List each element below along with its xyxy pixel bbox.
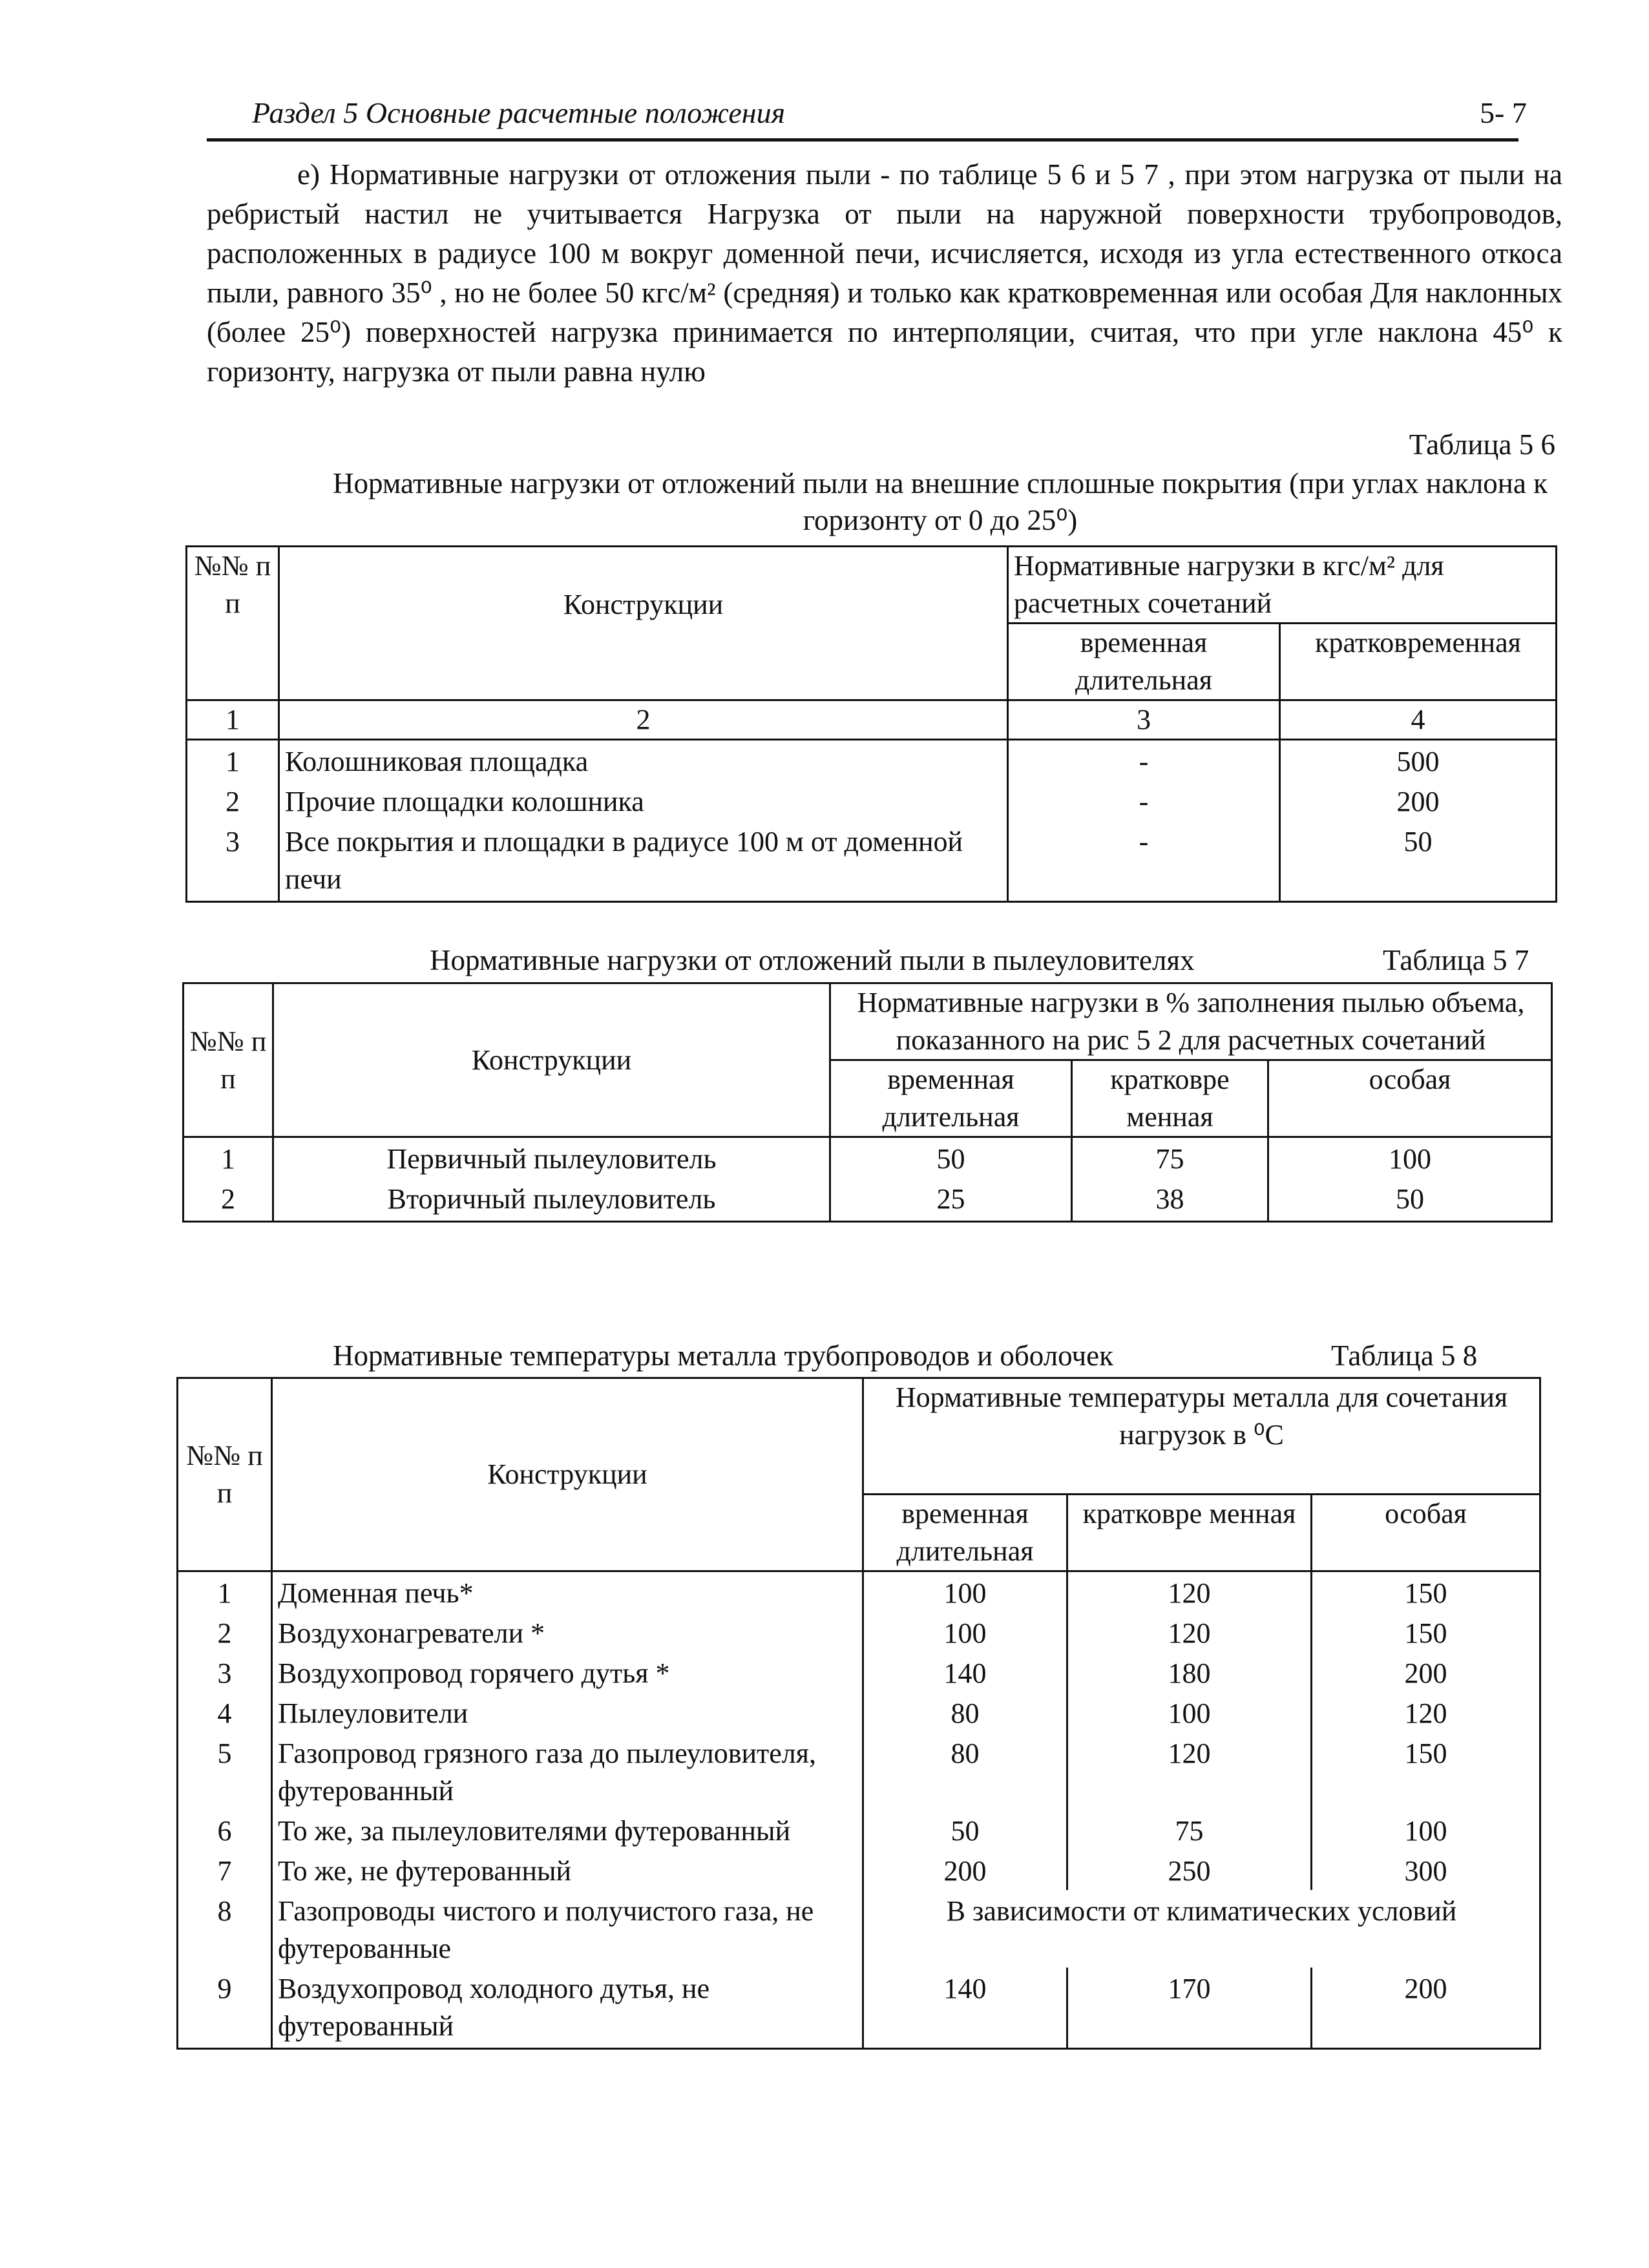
page-number: 5- 7 bbox=[1480, 96, 1527, 129]
row-name: То же, не футерованный bbox=[272, 1850, 863, 1890]
row-number: 8 bbox=[178, 1890, 272, 1968]
table-row bbox=[178, 1612, 1540, 1652]
header-num: №№ п п bbox=[184, 983, 273, 1137]
table-row bbox=[178, 1968, 1540, 2049]
header-constructions: Конструкции bbox=[279, 547, 1008, 700]
table-row bbox=[178, 1732, 1540, 1810]
table-row bbox=[184, 1137, 1552, 1179]
table-row bbox=[178, 1571, 1540, 1613]
table-row bbox=[178, 1890, 1540, 1968]
paragraph-text: е) Нормативные нагрузки от отложения пыли - по таблице 5 6 и 5 7 , при этом нагрузка от пыли на ребристый настил не учитывается Нагрузка от пыли на наружной поверхности трубопроводов, расположенных в радиусе 100 м вокруг доменной печи, исчисляется, исходя из угла естественного откоса пыли, равного 35⁰ , но не более 50 кгс/м² (средняя) и только как кратковременная или особая Для наклонных (более 25⁰) поверхностей нагрузка принимается по интерполяции, считая, что при угле наклона 45⁰ к горизонту, нагрузка от пыли равна нулю bbox=[207, 158, 1562, 388]
row-short: 120 bbox=[1067, 1732, 1312, 1810]
row-name: Воздухонагреватели * bbox=[272, 1612, 863, 1652]
table-57 bbox=[182, 982, 1553, 1223]
row-number: 5 bbox=[178, 1732, 272, 1810]
row-special: 150 bbox=[1312, 1732, 1540, 1810]
table-row bbox=[178, 1692, 1540, 1732]
table-row bbox=[178, 1850, 1540, 1890]
row-name: Газопроводы чистого и получистого газа, не футерованные bbox=[272, 1890, 863, 1968]
row-short: 50 bbox=[1280, 821, 1557, 902]
row-short: 38 bbox=[1072, 1178, 1268, 1222]
row-special: 120 bbox=[1312, 1692, 1540, 1732]
row-name: Все покрытия и площадки в радиусе 100 м от доменной печи bbox=[279, 821, 1008, 902]
row-merged-note: В зависимости от климатических условий bbox=[863, 1890, 1540, 1968]
row-short: 200 bbox=[1280, 781, 1557, 821]
row-number: 3 bbox=[187, 821, 279, 902]
row-short: 100 bbox=[1067, 1692, 1312, 1732]
header-temporary-long: временная длительная bbox=[830, 1060, 1072, 1137]
row-short: 500 bbox=[1280, 740, 1557, 781]
row-number: 2 bbox=[187, 781, 279, 821]
table-56-label: Таблица 5 6 bbox=[1409, 428, 1555, 461]
header-temperatures: Нормативные температуры металла для сочетания нагрузок в ⁰С bbox=[863, 1378, 1540, 1495]
row-name: Прочие площадки колошника bbox=[279, 781, 1008, 821]
row-name: Воздухопровод холодного дутья, не футерованный bbox=[272, 1968, 863, 2049]
row-number: 6 bbox=[178, 1810, 272, 1850]
row-number: 1 bbox=[184, 1137, 273, 1179]
table-58-label: Таблица 5 8 bbox=[1331, 1339, 1478, 1372]
row-name: Пылеуловители bbox=[272, 1692, 863, 1732]
header-num: №№ п п bbox=[178, 1378, 272, 1571]
row-name: Колошниковая площадка bbox=[279, 740, 1008, 781]
table-row bbox=[178, 1652, 1540, 1692]
body-paragraph bbox=[207, 155, 1562, 392]
column-number: 2 bbox=[279, 700, 1008, 740]
row-name: Доменная печь* bbox=[272, 1571, 863, 1613]
header-short-term: кратковременная bbox=[1280, 624, 1557, 700]
row-short: 120 bbox=[1067, 1571, 1312, 1613]
table-row bbox=[184, 1178, 1552, 1222]
row-special: 300 bbox=[1312, 1850, 1540, 1890]
row-short: 250 bbox=[1067, 1850, 1312, 1890]
header-special: особая bbox=[1312, 1495, 1540, 1571]
header-num: №№ п п bbox=[187, 547, 279, 700]
header-constructions: Конструкции bbox=[273, 983, 830, 1137]
row-short: 120 bbox=[1067, 1612, 1312, 1652]
header-temporary-long: временная длительная bbox=[863, 1495, 1067, 1571]
row-special: 50 bbox=[1268, 1178, 1552, 1222]
header-rule bbox=[207, 138, 1518, 142]
row-number: 1 bbox=[187, 740, 279, 781]
row-special: 100 bbox=[1268, 1137, 1552, 1179]
row-temporary: 200 bbox=[863, 1850, 1067, 1890]
column-number: 4 bbox=[1280, 700, 1557, 740]
row-name: Воздухопровод горячего дутья * bbox=[272, 1652, 863, 1692]
header-temporary-long: временная длительная bbox=[1008, 624, 1280, 700]
table-57-caption: Нормативные нагрузки от отложений пыли в пылеуловителях bbox=[430, 944, 1195, 976]
row-number: 4 bbox=[178, 1692, 272, 1732]
row-number: 3 bbox=[178, 1652, 272, 1692]
section-header: Раздел 5 Основные расчетные положения bbox=[252, 96, 785, 129]
header-constructions: Конструкции bbox=[272, 1378, 863, 1571]
table-58-caption: Нормативные температуры металла трубопроводов и оболочек bbox=[333, 1339, 1113, 1372]
row-number: 2 bbox=[184, 1178, 273, 1222]
column-number: 3 bbox=[1008, 700, 1280, 740]
header-special: особая bbox=[1268, 1060, 1552, 1137]
table-56-caption: Нормативные нагрузки от отложений пыли на внешние сплошные покрытия (при углах наклона к горизонту от 0 до 25⁰) bbox=[333, 467, 1548, 536]
row-temporary: - bbox=[1008, 821, 1280, 902]
row-special: 150 bbox=[1312, 1571, 1540, 1613]
table-row bbox=[178, 1810, 1540, 1850]
row-temporary: - bbox=[1008, 740, 1280, 781]
row-number: 2 bbox=[178, 1612, 272, 1652]
table-57-label: Таблица 5 7 bbox=[1383, 944, 1529, 976]
header-short-term: кратковре менная bbox=[1067, 1495, 1312, 1571]
row-special: 200 bbox=[1312, 1652, 1540, 1692]
table-58 bbox=[176, 1377, 1541, 2050]
row-special: 150 bbox=[1312, 1612, 1540, 1652]
row-name: То же, за пылеуловителями футерованный bbox=[272, 1810, 863, 1850]
row-number: 7 bbox=[178, 1850, 272, 1890]
column-number: 1 bbox=[187, 700, 279, 740]
row-temporary: 25 bbox=[830, 1178, 1072, 1222]
row-temporary: 50 bbox=[830, 1137, 1072, 1179]
row-number: 9 bbox=[178, 1968, 272, 2049]
row-temporary: 80 bbox=[863, 1732, 1067, 1810]
row-temporary: - bbox=[1008, 781, 1280, 821]
row-temporary: 140 bbox=[863, 1652, 1067, 1692]
row-special: 200 bbox=[1312, 1968, 1540, 2049]
row-temporary: 100 bbox=[863, 1571, 1067, 1613]
row-short: 180 bbox=[1067, 1652, 1312, 1692]
header-loads: Нормативные нагрузки в % заполнения пылью объема, показанного на рис 5 2 для расчетных сочетаний bbox=[830, 983, 1552, 1060]
row-temporary: 140 bbox=[863, 1968, 1067, 2049]
table-56 bbox=[185, 545, 1557, 903]
table-row bbox=[187, 781, 1557, 821]
row-number: 1 bbox=[178, 1571, 272, 1613]
row-short: 75 bbox=[1067, 1810, 1312, 1850]
header-short-term: кратковре менная bbox=[1072, 1060, 1268, 1137]
row-short: 170 bbox=[1067, 1968, 1312, 2049]
table-row bbox=[187, 821, 1557, 902]
row-temporary: 50 bbox=[863, 1810, 1067, 1850]
row-name: Газопровод грязного газа до пылеуловителя, футерованный bbox=[272, 1732, 863, 1810]
row-name: Вторичный пылеуловитель bbox=[273, 1178, 830, 1222]
row-temporary: 80 bbox=[863, 1692, 1067, 1732]
table-row bbox=[187, 740, 1557, 781]
row-name: Первичный пылеуловитель bbox=[273, 1137, 830, 1179]
row-short: 75 bbox=[1072, 1137, 1268, 1179]
row-temporary: 100 bbox=[863, 1612, 1067, 1652]
row-special: 100 bbox=[1312, 1810, 1540, 1850]
header-loads: Нормативные нагрузки в кгс/м² для расчетных сочетаний bbox=[1008, 547, 1557, 624]
